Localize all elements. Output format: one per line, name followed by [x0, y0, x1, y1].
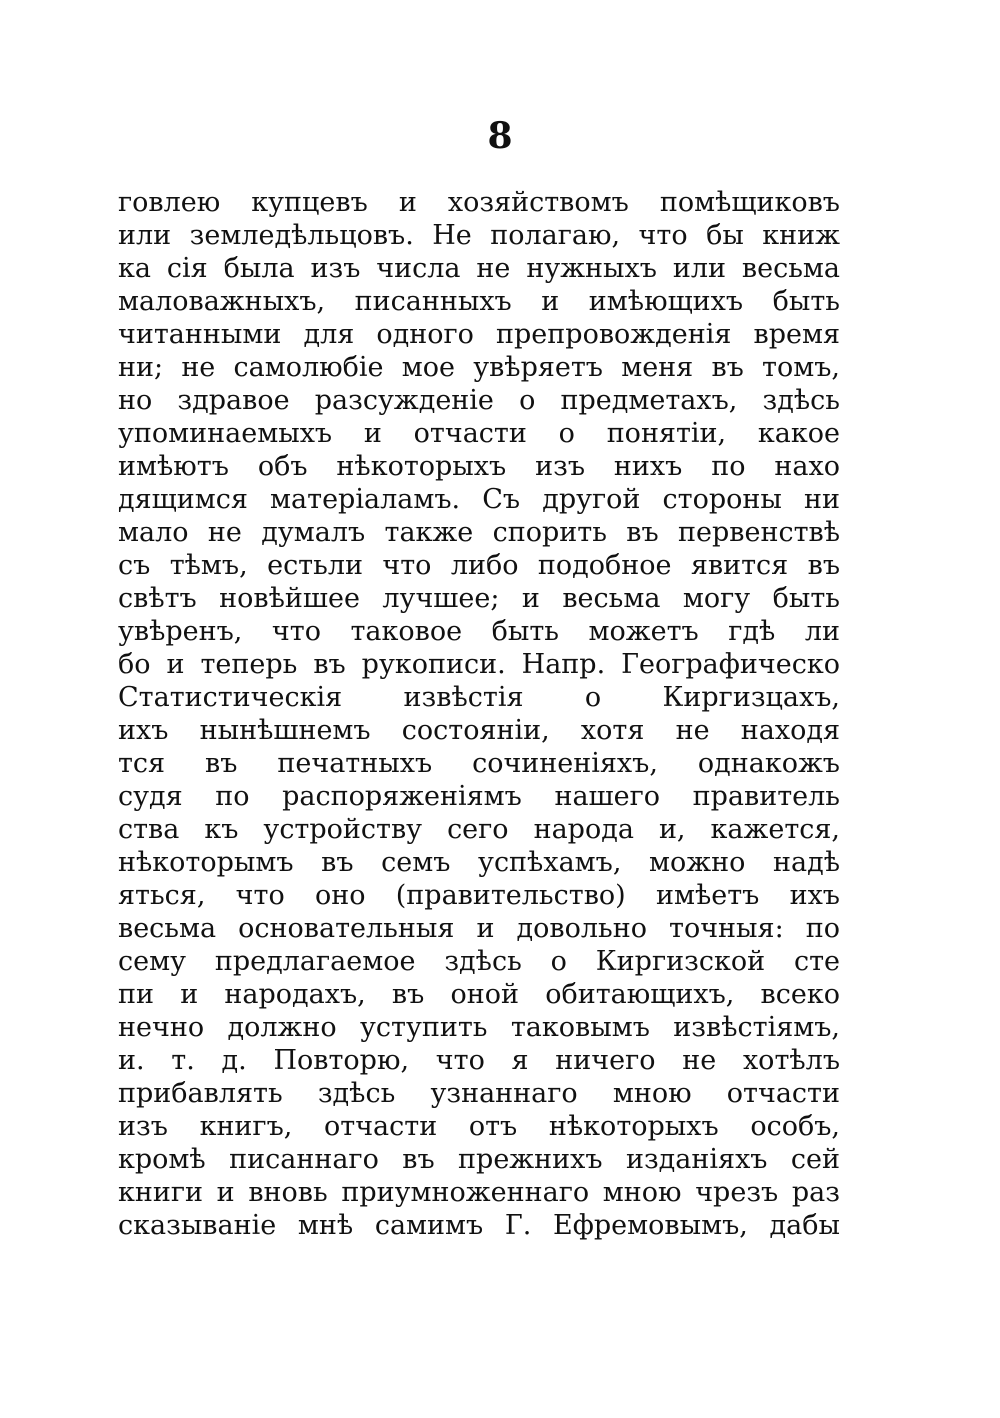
text-line: ка сія была изъ числа не нужныхъ или весьма [118, 253, 840, 284]
body-text [118, 186, 840, 1242]
text-line: ни; не самолюбіе мое увѣряетъ меня въ томъ, [118, 352, 840, 383]
text-line: нѣкоторымъ въ семъ успѣхамъ, можно надѣ [118, 847, 840, 878]
text-line: прибавлять здѣсь узнаннаго мною отчасти [118, 1078, 840, 1109]
text-line: ихъ нынѣшнемъ состояніи, хотя не находя [118, 715, 840, 746]
text-line: пи и народахъ, въ оной обитающихъ, всеко [118, 979, 840, 1010]
text-line: бо и теперь въ рукописи. Напр. Географическо [118, 649, 840, 680]
text-line: увѣренъ, что таковое быть можетъ гдѣ ли [118, 616, 840, 647]
text-line: мало не думалъ также спорить въ первенствѣ [118, 517, 840, 548]
text-line: изъ книгъ, отчасти отъ нѣкоторыхъ особъ, [118, 1111, 840, 1142]
text-line: яться, что оно (правительство) имѣетъ ихъ [118, 880, 840, 911]
text-line: или земледѣльцовъ. Не полагаю, что бы книж [118, 220, 840, 251]
text-line: ства къ устройству сего народа и, кажется, [118, 814, 840, 845]
text-line: читанными для одного препровожденія время [118, 319, 840, 350]
text-line: книги и вновь приумноженнаго мною чрезъ раз [118, 1177, 840, 1208]
text-line: тся въ печатныхъ сочиненіяхъ, однакожъ [118, 748, 840, 779]
text-line: упоминаемыхъ и отчасти о понятіи, какое [118, 418, 840, 449]
page-number: 8 [487, 115, 513, 157]
text-line: весьма основательныя и довольно точныя: по [118, 913, 840, 944]
text-line: но здравое разсужденіе о предметахъ, здѣсь [118, 385, 840, 416]
text-line: свѣтъ новѣйшее лучшее; и весьма могу быть [118, 583, 840, 614]
text-line: дящимся матеріаламъ. Съ другой стороны ни [118, 484, 840, 515]
text-line: сему предлагаемое здѣсь о Киргизской сте [118, 946, 840, 977]
text-line: съ тѣмъ, естьли что либо подобное явится въ [118, 550, 840, 581]
text-line: говлею купцевъ и хозяйствомъ помѣщиковъ [118, 187, 840, 218]
text-line: имѣютъ объ нѣкоторыхъ изъ нихъ по нахо [118, 451, 840, 482]
text-line: и. т. д. Повторю, что я ничего не хотѣлъ [118, 1045, 840, 1076]
text-line: маловажныхъ, писанныхъ и имѣющихъ быть [118, 286, 840, 317]
text-line: сказываніе мнѣ самимъ Г. Ефремовымъ, дабы [118, 1210, 840, 1241]
text-line: кромѣ писаннаго въ прежнихъ изданіяхъ сей [118, 1144, 840, 1175]
text-line: судя по распоряженіямъ нашего правитель [118, 781, 840, 812]
text-line: нечно должно уступить таковымъ извѣстіямъ, [118, 1012, 840, 1043]
text-line: Статистическія извѣстія о Киргизцахъ, [118, 682, 840, 713]
